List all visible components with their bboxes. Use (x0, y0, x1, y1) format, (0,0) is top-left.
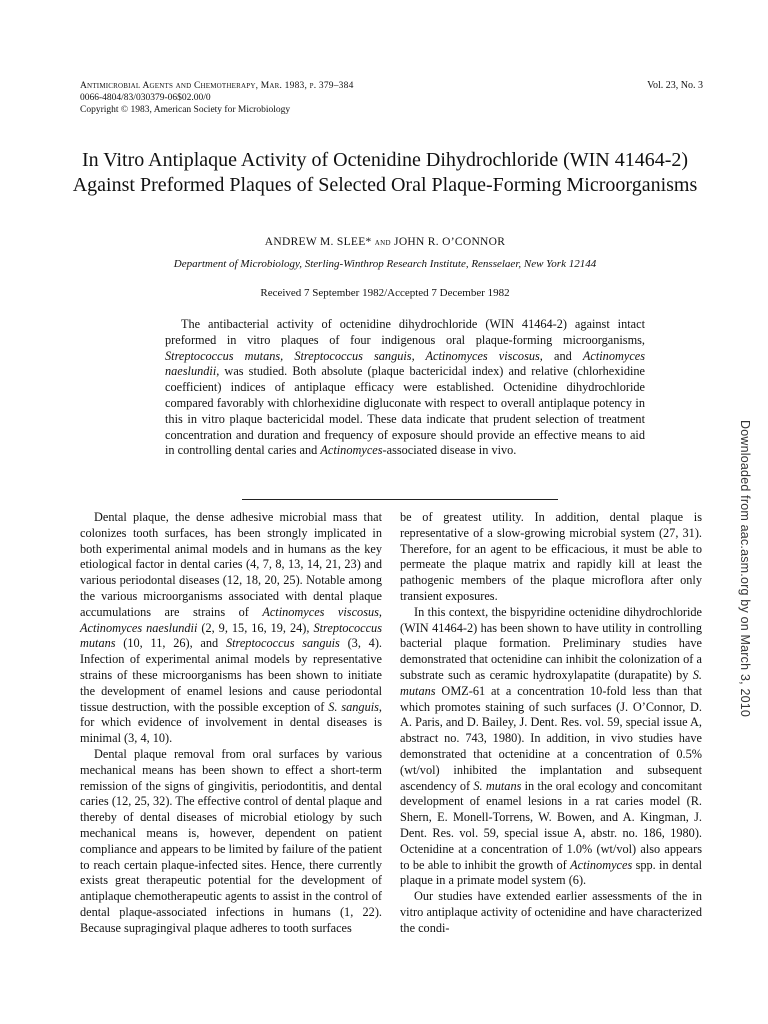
body-column-left (80, 510, 382, 937)
body-text: In this context, the bispyridine octenidine dihydrochloride (WIN 41464-2) has been shown to have utility in controlling bacterial plaque formation. Preliminary studies have demonstrated that octenidine can inhibit the colonization of a substrate such as ceramic hydroxylapatite (durapatite) by (400, 604, 702, 682)
species-name: Actinomyces (320, 443, 383, 458)
body-column-right (400, 510, 702, 937)
volume-label: Vol. 23, No. 3 (647, 80, 703, 91)
journal-header (80, 80, 560, 116)
journal-code: 0066-4804/83/030379-06$02.00/0 (80, 93, 211, 103)
section-divider (242, 499, 558, 500)
body-text: spp. in dental plaque in a primate model system (6). (400, 857, 702, 888)
author-line (60, 236, 710, 248)
body-text: (2, 9, 15, 16, 19, 24), (197, 620, 314, 635)
body-text: in the oral ecology and concomitant development of enamel lesions in a rat caries model (R. Shern, E. Monell-Torrens, W. Bowen, and A. Kingman, J. Dent. Res. vol. 59, special issue A, abstr. no. 186, 1980). Octenidine at a concentration of 1.0% (wt/vol) also appears to be able to inhibit the growth of (400, 778, 702, 872)
body-text: Dental plaque, the dense adhesive microbial mass that colonizes tooth surfaces, has been strongly implicated in both experimental animal models and in humans as the key etiological factor in dental caries (4, 7, 8, 13, 14, 21, 23) and various periodontal diseases (12, 18, 20, 25). Notable among the various microorganisms associated with dental plaque accumulations are strains of (80, 510, 382, 619)
download-watermark: Downloaded from aac.asm.org by on March 3, 2010 (738, 420, 752, 718)
abstract-text: -associated disease in vivo. (382, 443, 517, 458)
author-name: JOHN R. O’CONNOR (394, 236, 506, 248)
abstract-text: The antibacterial activity of octenidine dihydrochloride (WIN 41464-2) against intact preformed in vitro plaques of four indigenous oral plaque-forming microorganisms, (165, 317, 645, 347)
species-name: Actinomyces viscosus, Actinomyces naeslundii (80, 604, 382, 635)
species-name: Actinomyces naeslundii (165, 348, 646, 379)
body-paragraph: Our studies have extended earlier assessments of the in vitro antiplaque activity of octenidine and have characterized the condi- (400, 889, 702, 935)
body-text: (10, 11, 26), and (115, 636, 226, 651)
copyright-line: Copyright © 1983, American Society for Microbiology (80, 105, 291, 115)
species-name: S. mutans (400, 667, 702, 698)
article-title: In Vitro Antiplaque Activity of Octenidine Dihydrochloride (WIN 41464-2) Against Preformed Plaques of Selected Oral Plaque-Forming Microorganisms (72, 149, 698, 196)
body-paragraph (400, 605, 702, 889)
abstract (165, 317, 645, 459)
species-name: Streptococcus mutans, Streptococcus sanguis, Actinomyces viscosus, (165, 348, 543, 363)
received-dates: Received 7 September 1982/Accepted 7 December 1982 (260, 287, 510, 299)
species-name: Streptococcus mutans (80, 620, 382, 651)
species-name: Actinomyces (570, 857, 633, 872)
abstract-text: , was studied. Both absolute (plaque bactericidal index) and relative (chlorhexidine coefficient) indices of antiplaque efficacy were established. Octenidine dihydrochloride compared favorably with chlorhexidine digluconate with respect to overall antiplaque potency in this in vitro plaque bactericidal model. These data indicate that prudent selection of treatment concentration and duration and frequency of exposure should provide an effective means to aid in controlling dental caries and (165, 364, 645, 458)
author-conjunction: and (374, 237, 391, 248)
body-text: (3, 4). Infection of experimental animal models by representative strains of these microorganisms has been shown to initiate the development of enamel lesions and cause periodontal tissue destruction, with the possible exception of (80, 636, 382, 714)
body-text: OMZ-61 at a concentration 10-fold less than that which promotes staining of such surfaces (J. O’Connor, D. A. Paris, and D. Bailey, J. Dent. Res. vol. 59, special issue A, abstract no. 743, 1980). In addition, in vivo studies have demonstrated that octenidine at a concentration of 0.5% (wt/vol) inhibited the implantation and subsequent ascendency of (400, 683, 702, 793)
species-name: S. sanguis (328, 699, 379, 714)
body-text: , for which evidence of involvement in dental diseases is minimal (3, 4, 10). (80, 699, 382, 746)
species-name: S. mutans (473, 778, 522, 793)
author-name: ANDREW M. SLEE* (264, 236, 372, 248)
species-name: Streptococcus sanguis (225, 636, 340, 651)
abstract-text: and (542, 348, 583, 363)
body-paragraph: be of greatest utility. In addition, dental plaque is representative of a slow-growing microbial system (27, 31). Therefore, for an agent to be efficacious, it must be able to permeate the plaque matrix and rapidly kill at least the pathogenic members of the plaque microflora after only transient exposures. (400, 510, 702, 603)
affiliation: Department of Microbiology, Sterling-Winthrop Research Institute, Rensselaer, New York 12144 (173, 258, 597, 270)
body-paragraph: Dental plaque removal from oral surfaces by various mechanical means has been shown to effect a short-term remission of the signs of gingivitis, periodontitis, and dental caries (12, 25, 32). The effective control of dental plaque and thereby of dental diseases of microbial etiology by such mechanical means is, however, dependent on patient compliance and appears to be limited by failure of the patient to reach certain plaque-infected sites. Hence, there currently exists great therapeutic potential for the development of antiplaque chemotherapeutic agents to assist in the control of dental plaque-associated infections in humans (1, 22). Because supragingival plaque adheres to tooth surfaces (80, 746, 382, 935)
body-paragraph (80, 510, 382, 747)
journal-citation: Antimicrobial Agents and Chemotherapy, Mar. 1983, p. 379–384 (80, 81, 354, 91)
